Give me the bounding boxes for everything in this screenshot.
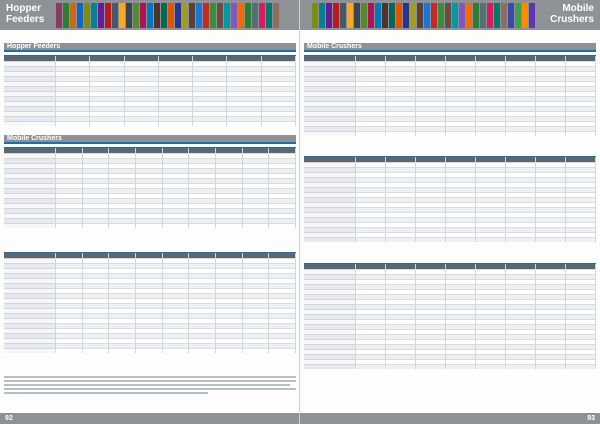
- category-tab: [154, 3, 160, 28]
- category-tab: [522, 3, 528, 28]
- category-tab: [396, 3, 402, 28]
- category-tab: [361, 3, 367, 28]
- right-title-line2: Crushers: [550, 14, 594, 25]
- category-tab: [466, 3, 472, 28]
- category-tab: [417, 3, 423, 28]
- table-row: [4, 122, 296, 126]
- category-tab: [431, 3, 437, 28]
- section-hopper-feeders: Hopper Feeders: [4, 43, 296, 52]
- category-tab: [368, 3, 374, 28]
- table-row: [304, 365, 596, 369]
- category-tab: [56, 3, 62, 28]
- category-tab: [273, 3, 279, 28]
- category-tab: [70, 3, 76, 28]
- category-tab: [217, 3, 223, 28]
- category-tab: [259, 3, 265, 28]
- right-category-tabs: [312, 3, 535, 28]
- category-tab: [140, 3, 146, 28]
- category-tab: [63, 3, 69, 28]
- category-tab: [452, 3, 458, 28]
- category-tab: [175, 3, 181, 28]
- left-title-line2: Feeders: [6, 14, 45, 25]
- category-tab: [529, 3, 535, 28]
- category-tab: [438, 3, 444, 28]
- category-tab: [487, 3, 493, 28]
- category-tab: [182, 3, 188, 28]
- category-tab: [245, 3, 251, 28]
- table-row: [4, 224, 296, 228]
- category-tab: [196, 3, 202, 28]
- left-category-tabs: [56, 3, 279, 28]
- category-tab: [84, 3, 90, 28]
- left-page-footer: [0, 413, 300, 424]
- category-tab: [410, 3, 416, 28]
- left-page-header: [0, 0, 300, 30]
- right-page-title: [550, 3, 594, 25]
- category-tab: [161, 3, 167, 28]
- left-page-footnote: [4, 376, 296, 394]
- right-title-line1: Mobile: [562, 3, 594, 14]
- category-tab: [340, 3, 346, 28]
- left-page-number: 92: [5, 415, 13, 422]
- category-tab: [119, 3, 125, 28]
- mobile-crushers-table-left-b: [4, 252, 296, 353]
- left-title-line1: Hopper: [6, 3, 41, 14]
- right-page: [300, 0, 600, 424]
- category-tab: [403, 3, 409, 28]
- category-tab: [203, 3, 209, 28]
- category-tab: [133, 3, 139, 28]
- category-tab: [266, 3, 272, 28]
- category-tab: [98, 3, 104, 28]
- category-tab: [375, 3, 381, 28]
- mobile-crushers-table-right-a: [304, 55, 596, 136]
- category-tab: [210, 3, 216, 28]
- category-tab: [508, 3, 514, 28]
- category-tab: [189, 3, 195, 28]
- mobile-crushers-table-right-b: [304, 156, 596, 242]
- table-row: [304, 132, 596, 136]
- right-page-number: 93: [587, 415, 595, 422]
- category-tab: [126, 3, 132, 28]
- category-tab: [459, 3, 465, 28]
- section-mobile-crushers-right: Mobile Crushers: [304, 43, 596, 52]
- category-tab: [473, 3, 479, 28]
- category-tab: [347, 3, 353, 28]
- category-tab: [382, 3, 388, 28]
- category-tab: [252, 3, 258, 28]
- category-tab: [77, 3, 83, 28]
- right-page-footer: [300, 413, 600, 424]
- category-tab: [445, 3, 451, 28]
- category-tab: [105, 3, 111, 28]
- category-tab: [389, 3, 395, 28]
- category-tab: [231, 3, 237, 28]
- category-tab: [224, 3, 230, 28]
- category-tab: [424, 3, 430, 28]
- left-page-title: [6, 3, 44, 25]
- category-tab: [515, 3, 521, 28]
- mobile-crushers-table-right-c: [304, 263, 596, 369]
- category-tab: [326, 3, 332, 28]
- section-mobile-crushers-left: Mobile Crushers: [4, 135, 296, 144]
- category-tab: [480, 3, 486, 28]
- category-tab: [238, 3, 244, 28]
- category-tab: [312, 3, 318, 28]
- category-tab: [333, 3, 339, 28]
- category-tab: [112, 3, 118, 28]
- table-row: [304, 238, 596, 242]
- category-tab: [494, 3, 500, 28]
- mobile-crushers-table-left-a: [4, 147, 296, 228]
- category-tab: [168, 3, 174, 28]
- table-row: [4, 349, 296, 353]
- right-page-header: [300, 0, 600, 30]
- category-tab: [147, 3, 153, 28]
- category-tab: [319, 3, 325, 28]
- category-tab: [91, 3, 97, 28]
- category-tab: [354, 3, 360, 28]
- hopper-feeders-table: [4, 55, 296, 126]
- category-tab: [501, 3, 507, 28]
